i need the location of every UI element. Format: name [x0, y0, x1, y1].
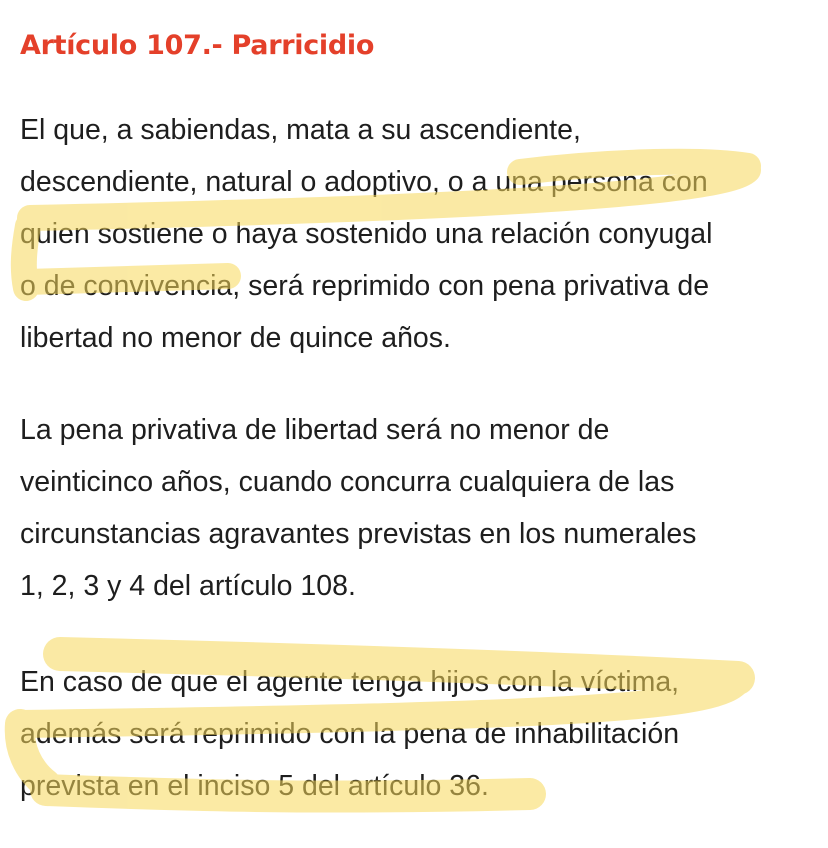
- paragraph-line: En caso de que el agente tenga hijos con la víctima,: [20, 666, 680, 698]
- paragraph-line: libertad no menor de quince años.: [20, 322, 451, 354]
- paragraph-3: [20, 656, 820, 812]
- paragraph-2: [20, 404, 820, 612]
- article-title: Artículo 107.- Parricidio: [20, 30, 375, 61]
- paragraph-line: prevista en el inciso 5 del artículo 36.: [20, 770, 489, 802]
- paragraph-line: o de convivencia, será reprimido con pena privativa de: [20, 270, 710, 302]
- paragraph-line: descendiente, natural o adoptivo, o a una persona con: [20, 166, 708, 198]
- paragraph-line: además será reprimido con la pena de inhabilitación: [20, 718, 680, 750]
- paragraph-line: veinticinco años, cuando concurra cualquiera de las: [20, 466, 675, 498]
- paragraph-line: La pena privativa de libertad será no menor de: [20, 414, 610, 446]
- paragraph-1: [20, 104, 820, 364]
- paragraph-line: 1, 2, 3 y 4 del artículo 108.: [20, 570, 356, 602]
- paragraph-line: quien sostiene o haya sostenido una relación conyugal: [20, 218, 713, 250]
- paragraph-line: El que, a sabiendas, mata a su ascendiente,: [20, 114, 581, 146]
- paragraph-line: circunstancias agravantes previstas en los numerales: [20, 518, 697, 550]
